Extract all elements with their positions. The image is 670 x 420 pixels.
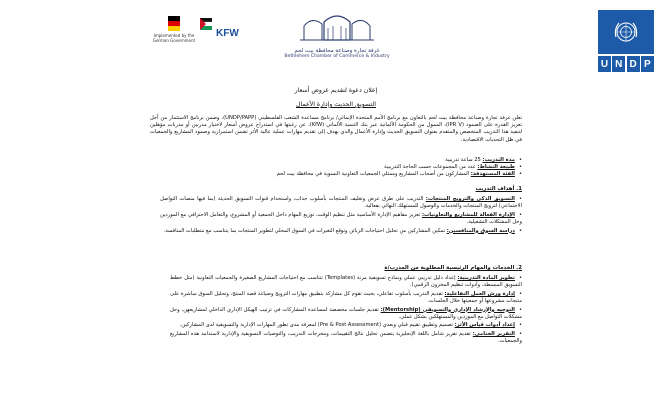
list-item <box>160 196 522 210</box>
services-heading: 2. الخدمات والمهام الرئيسية المطلوبة من المدرب/ة <box>384 265 522 271</box>
services-list <box>170 275 522 347</box>
list-item <box>170 291 522 305</box>
undp-letter: D <box>627 56 640 72</box>
service-text: تقديم جلسات مخصصة لمساعدة المشاركات في ترتيب الهيكل الإداري الداخلي لمشاريعهن، وحل مشكلات التواصل مع الموردين والمستهلكين بشكل عملي. <box>170 306 522 320</box>
un-emblem-icon <box>598 10 654 54</box>
service-text: تصميم وتطبيق تقييم قبلي وبعدي (Pre & Post Assessment) لمعرفة مدى تطور المهارات الإدارية والتسويقية لدى المشاركين. <box>179 322 453 329</box>
service-text: إعداد دليل تدريبي عملي ونماذج تسويقية مرنة (Templates) تتناسب مع احتياجات المشاريع الصغيرة والجمعيات التعاونية (مثل خطط التسويق المبسطة، وأدوات تنظيم المخزون الرقمي). <box>170 275 522 288</box>
service-label: إعداد أدوات قياس الأثر: <box>454 322 515 329</box>
german-cooperation-logo <box>150 16 198 52</box>
undp-letter: N <box>612 56 625 72</box>
service-label: إدارة ورش العمل التفاعلية: <box>444 290 515 297</box>
fact-label: طبيعة النشاط: <box>477 164 515 171</box>
list-item <box>170 307 522 321</box>
fact-label: مدة التدريب: <box>482 157 515 163</box>
fact-value: عدد من المجموعات حسب الحاجة التدريبية <box>383 164 476 171</box>
document-title: إعلان دعوة لتقديم عروض أسعار <box>294 87 378 94</box>
service-label: تطوير المادة التدريبية: <box>457 275 515 281</box>
chamber-name-english: Bethlehem Chamber of Commerce & Industry <box>284 54 390 59</box>
fact-label: الفئة المستهدفة: <box>470 171 515 178</box>
objectives-list <box>160 196 522 237</box>
chamber-logo <box>282 10 392 70</box>
list-item <box>150 171 522 178</box>
list-item <box>150 157 522 164</box>
objective-label: دراسة السوق والمنافسين: <box>446 227 515 234</box>
document-subtitle: التسويق الحديث وإدارة الأعمال <box>296 101 376 108</box>
objective-text: التدريب على طرق عرض وتغليف المنتجات بأسلوب جذاب، واستخدام قنوات التسويق الحديثة (بما فيها منصات التواصل الاجتماعي) لترويج المنتجات والخدمات والوصول للمستهلك النهائي بفعالية. <box>160 196 522 209</box>
list-item <box>160 228 522 235</box>
chamber-name-arabic: غرفة تجارة وصناعة محافظة بيت لحم <box>294 48 380 54</box>
list-item <box>160 212 522 226</box>
list-item <box>170 322 522 329</box>
chamber-building-icon <box>298 10 376 42</box>
undp-letter: P <box>641 56 654 72</box>
objectives-heading: 1. أهداف التدريب <box>475 186 522 192</box>
list-item <box>170 331 522 345</box>
intro-paragraph: تعلن غرفة تجارة وصناعة محافظة بيت لحم بالتعاون مع برنامج الأمم المتحدة الإنمائي/ برنامج مساعدة الشعب الفلسطيني (UNDP/PAPP)، وضمن برنامج الاستثمار من أجل تعزيز القدرة على الصمود (IPR V)، الممول من الحكومة الألمانية عبر بنك التنمية الألماني (KfW)، عن رغبتها في استدراج عروض أسعار لاختيار مدربين أو مدربات مؤهلين لتنفيذ هذا التدريب المتخصص والمتقدم بعنوان التسويق الحديث وإدارة الأعمال والذي يهدف إلى تقديم مهارات عملية عالية الأثر تضمن استمرارية وصمود المشاريع والجمعيات في ظل التحديات الاقتصادية. <box>150 115 522 143</box>
undp-letter: U <box>598 56 611 72</box>
service-label: التوجيه والإرشاد الإداري والتسويقي (Mentorship): <box>380 306 515 313</box>
undp-logo <box>598 10 654 72</box>
german-cooperation-caption: Implemented by the German Government <box>152 33 196 43</box>
service-text: تقديم التدريب بأسلوب تفاعلي، بحيث تقوم كل مشاركة بتطبيق مهارات الترويج وصياغة قصة المنتج، وتحليل السوق مباشرة على منتجات مشروعها أو جمعيتها خلال الجلسات. <box>170 290 522 304</box>
list-item <box>170 275 522 289</box>
objective-label: التسويق الذكي والترويج المنتجات: <box>425 196 515 202</box>
kfw-logo: KFW <box>216 28 239 39</box>
training-facts-list <box>150 157 522 179</box>
service-label: التقرير الختامي: <box>472 331 515 338</box>
objective-label: الإدارة الفعالة للمشاريع والتعاونيات: <box>421 211 515 218</box>
fact-value: 25 ساعة تدريبية <box>445 157 481 163</box>
objective-text: تعزيز مفاهيم الإدارة الأساسية مثل تنظيم الوقت، توزيع المهام داخل الجمعية أو المشروع، والتعامل الاحترافي مع الموردين وحل المشكلات التشغيلية. <box>160 211 522 225</box>
objective-text: تمكين المشاركين من تحليل احتياجات الزبائن وتوقع التغيرات في السوق المحلي لتطوير المنتجات بما يتناسب مع متطلبات المنافسة. <box>163 227 446 234</box>
service-text: تقديم تقرير شامل باللغة الإنجليزية يتضمن تحليل نتائج التقييمات، ومخرجات التدريب، والتوصيات التسويقية والإدارية لاستدامة هذه المشاريع والجمعيات. <box>170 331 522 345</box>
fact-value: المشاركون من أصحاب المشاريع وممثلي الجمعيات التعاونية النسوية في محافظة بيت لحم <box>276 171 470 178</box>
flag-emblem-icon <box>200 18 212 30</box>
germany-flag-icon <box>168 16 180 31</box>
